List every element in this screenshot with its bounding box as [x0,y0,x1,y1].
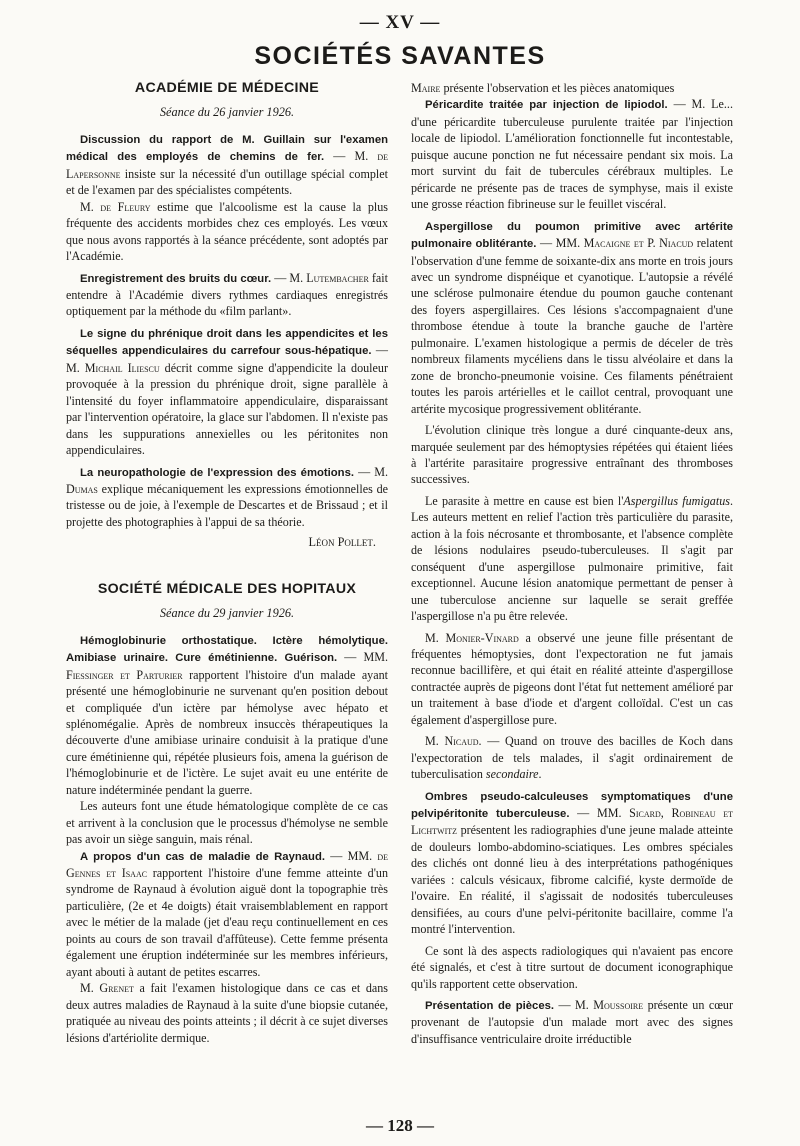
paragraph-text: a observé une jeune fille présentant de fréquentes hémoptysies, dont l'expectoration ne fut jamais reconnue bacillifère, et qui était en réalité atteinte d'aspergillose contractée auprès de pigeons dont l'état fut nettement amélioré par un traitement à base d'iode et d'argent colloïdal. C'est un cas également d'aspergillose pure. [411,630,733,727]
paragraph-heading: Discussion du rapport de M. Guillain sur l'examen médical des employés de chemins de fer. [66,133,388,164]
paragraph: Hémoglobinurie orthostatique. Ictère hémolytique. Amibiase urinaire. Cure émétinienne. Guérison. — MM. Fiessinger et Parturier rapportent l'histoire d'un malade ayant présenté une hémoglobinurie ne survenant qu'en position debout et compliquée d'un ictère par hémolyse avec hépato et splénomégalie. Après de nombreux insuccès thérapeutiques la découverte d'une amibiase urinaire conduisit à la pratique d'une cure émétinienne qui, répétée plusieurs fois, amena la guérison de l'hémoglobinurie et de l'ictère. Le sujet avait eu une entérite de nature indéterminée pendant la guerre. [66,634,389,797]
paragraph: Aspergillose du poumon primitive avec artérite pulmonaire oblitérante. — MM. Macaigne et P. Niacud relatent l'observation d'une femme de soixante-dix ans morte en trois jours avec un syndrome dispnéique et cyanotique. L'autopsie a révélé une sclérose pulmonaire étendue du poumon gauche contenant des foyers aspergillaires. Ces lésions s'accompagnaient d'une thrombose étendue à toute la branche gauche de l'artère pulmonaire. L'examen histologique a permis de déceler de très nombreux filaments mycéliens dans le tissu alvéolaire et dans la zone de broncho-pneumonie voisine. Ces filaments pénétraient toutes les parois artérielles et le caillot central, provoquant une artérite mycosique progressivement oblitérante. [411,220,734,416]
author-name: M. de Fleury [80,199,151,214]
paragraph-text: explique mécaniquement les expressions émotionnelles de tristesse ou de joie, à l'exemple de Descartes et de Brissaud ; et il projette des photographies à l'appui de sa théorie. [66,481,388,529]
paragraph [66,980,388,1046]
right-column [411,80,733,1047]
author-name: M. Michail Iliescu [66,360,160,375]
seance-date-academie: Séance du 26 janvier 1926. [159,105,295,120]
section-title-academie: ACADÉMIE DE MÉDECINE [134,80,320,96]
paragraph [411,422,733,488]
paragraph-text: . — Quand on trouve des bacilles de Koch dans l'expectoration de tels malades, il s'agit ordinairement de tuberculisation [411,734,733,782]
paragraph-text: Les auteurs font une étude hématologique complète de ce cas et arrivent à la conclusion que le processus d'hémolyse ne semble pas avoir un siège sanguin, mais rénal. [66,799,388,847]
section-title-hopitaux: SOCIÉTÉ MÉDICALE DES HOPITAUX [97,580,357,597]
paragraph-text: présente l'observation et les pièces anatomiques [440,81,675,95]
paragraph-text: rapportent l'histoire d'un malade ayant présenté une hémoglobinurie ne survenant qu'en position debout et compliquée d'un ictère par hémolyse avec hépato et splénomégalie. Après de nombreux insuccès thérapeutiques la découverte d'une amibiase urinaire conduisit à la pratique d'une cure émétinienne qui, répétée plusieurs fois, amena la guérison de l'hémoglobinurie et de l'ictère. Le sujet avait eu une entérite de nature indéterminée pendant la guerre. [66,667,389,797]
paragraph [66,798,388,847]
paragraph-text: décrit comme signe d'appendicite la douleur provoquée à la pression du phrénique droit, signe parallèle à l'intensité du foyer inflammatoire appendiculaire, disparaissant par l'intervention opératoire, la glace sur l'abdomen. Il n'existe pas dans les suppurations annexielles ou les péritonites non appendiculaires. [66,360,388,458]
paragraph [411,80,733,96]
page-title: SOCIÉTÉS SAVANTES [254,42,546,70]
author-name: M. Lutembacher [289,270,369,285]
paragraph-heading: Le signe du phrénique droit dans les appendicites et les séquelles appendiculaires du carrefour sous-hépatique. [66,327,388,358]
paragraph-heading: A propos d'un cas de maladie de Raynaud. [80,850,325,863]
author-name: MM. Sicard, Robineau et Lichtwitz [411,806,733,838]
left-column [66,80,388,1046]
paragraph-heading: Péricardite traitée par injection de lipiodol. [425,99,668,112]
paragraph: Enregistrement des bruits du cœur. — M. Lutembacher fait entendre à l'Académie divers rythmes cardiaques enregistrés optiquement par la méthode du «film parlant». [66,270,389,319]
paragraph [411,943,733,992]
paragraph [411,630,733,729]
paragraph: La neuropathologie de l'expression des émotions. — M. Dumas explique mécaniquement les expressions émotionnelles de tristesse ou de joie, à l'exemple de Descartes et de Brissaud ; et il projette des photographies à l'appui de sa théorie. [66,464,389,529]
paragraph-text: présentent les radiographies d'une jeune malade atteinte de douleurs lombo-abdomino-sciatiques. Les ombres spéciales des clichés ont donné lieu à des interprétations pathogéniques variées : calculs vésicaux, fibrome calcifié, kyste dermoïde de l'ovaire. En réalité, il s'agissait de nodosités tuberculeuses densifiées, au cours d'une pelvi-péritonite bacillaire, comme l'a montré l'intervention. [411,823,733,937]
paragraph [411,96,733,212]
paragraph-text: . Les auteurs mettent en relief l'action très particulière du parasite, action à la fois nécrosante et thrombosante, et l'absence complète de lésions nodulaires pseudo-tuberculeuses. Il s'agit par conséquent d'une aspergillose pulmonaire primitive, fait exceptionnel. Aucune lésion anatomique permettant de penser à une tuberculose ancienne sur laquelle se serait greffée l'aspergillose n'a pu être relevée. [411,493,733,624]
paragraph-heading: Enregistrement des bruits du cœur. [80,272,272,285]
paragraph: Ombres pseudo-calculeuses symptomatiques d'une pelvipéritonite tuberculeuse. — MM. Sicard, Robineau et Lichtwitz présentent les radiographies d'une jeune malade atteinte de douleurs lombo-abdomino-sciatiques. Les ombres spéciales des clichés ont donné lieu à des interprétations pathogéniques variées : calculs vésicaux, fibrome calcifié, kyste dermoïde de l'ovaire. En réalité, il s'agissait de nodosités tuberculeuses densifiées, au cours d'une pelvi-péritonite bacillaire, comme l'a montré l'intervention. [411,790,733,937]
paragraph-heading: Hémoglobinurie orthostatique. Ictère hémolytique. Amibiase urinaire. Cure émétinienne. Guérison. [66,634,388,665]
paragraph-text: a fait l'examen histologique dans ce cas et dans deux autres maladies de Raynaud à la suite d'une biopsie cutanée, pratiquée au niveau des points atteints ; il décrit à ce sujet diverses lésions d'artériolite dermique. [66,981,388,1045]
section-spacer [66,551,388,581]
paragraph-text: Ce sont là des aspects radiologiques qui n'avaient pas encore été signalés, et c'est à titre surtout de document iconographique qu'ils rapportent cette observation. [411,943,733,991]
author-name: M. Monier-Vinard [425,630,519,645]
paragraph [411,493,733,625]
paragraph: A propos d'un cas de maladie de Raynaud. — MM. de Gennes et Isaac rapportent l'histoire d'une femme atteinte d'un syndrome de Raynaud à évolution aiguë dont la topographie très particulière, (2e et 4e doigts) était vraisemblablement en rapport avec le métier de la malade (jet d'eau reçu continuellement en ces points au cours de son travail d'affûteuse). Cette femme présenta également une éruption indéterminée sur les membres inférieurs, ayant abouti à autant de petites escarres. [66,848,389,979]
paragraph-text: fait entendre à l'Académie divers rythmes cardiaques enregistrés optiquement par la méthode du «film parlant». [66,270,389,319]
paragraph-heading: Ombres pseudo-calculeuses symptomatiques d'une pelvipéritonite tuberculeuse. [411,790,733,821]
author-name: M. Grenet [80,981,134,996]
paragraph-text: Le parasite à mettre en cause est bien l' [425,493,624,508]
paragraph-text: insiste sur la nécessité d'un outillage spécial complet et de l'examen par des spécialistes compétents. [66,166,388,198]
italic-term: Aspergillus fumigatus [623,493,730,508]
author-name: M. Moussoire [575,998,644,1013]
paragraph-text: . [538,767,542,782]
author-name: MM. Fiessinger et Parturier [66,650,389,682]
paragraph [411,733,733,782]
paragraph [66,199,388,265]
paragraph-text: rapportent l'histoire d'une femme atteinte d'un syndrome de Raynaud à évolution aiguë dont la topographie très particulière, (2e et 4e doigts) était vraisemblablement en rapport avec le métier de la malade (jet d'eau reçu continuellement en ces points au cours de son travail d'affûteuse). Cette femme présenta également une éruption indéterminée sur les membres inférieurs, ayant abouti à autant de petites escarres. [66,866,389,979]
paragraph-heading: Présentation de pièces. [425,1000,555,1013]
paragraph-heading: Aspergillose du poumon primitive avec artérite pulmonaire oblitérante. [411,220,733,251]
page-number: — 128 — [366,1116,434,1135]
author-name: MM. Macaigne et P. Niacud [555,236,694,251]
author-name: M. de Lapersonne [66,149,389,181]
paragraph: Présentation de pièces. — M. Moussoire présente un cœur provenant de l'autopsie d'un malade mort avec des signes d'insuffisance ventriculaire droite irréductible [411,998,734,1046]
paragraph-text: L'évolution clinique très longue a duré cinquante-deux ans, marquée seulement par des hémoptysies répétées qui étaient liées à l'artérite parasitaire progressive entraînant des thromboses successives. [411,423,733,487]
paragraph-text: relatent l'observation d'une femme de soixante-dix ans morte en trois jours avec un syndrome dispnéique et cyanotique. L'autopsie a révélé une sclérose pulmonaire étendue du poumon gauche contenant des foyers aspergillaires. Ces lésions s'accompagnaient d'une thrombose étendue à toute la branche gauche de l'artère pulmonaire. L'examen histologique a permis de déceler de très nombreux filaments mycéliens dans le tissu alvéolaire et dans la zone de broncho-pneumonie voisine. Ces filaments pénétraient toutes les parois artérielles et le caillot central, provoquant une artérite mycosique progressivement oblitérante. [411,236,734,416]
paragraph-heading: La neuropathologie de l'expression des émotions. [80,466,355,479]
paragraph-text: — M. Le... d'une péricardite tuberculeuse purulente traitée par l'injection locale de lipiodol. L'amélioration fonctionnelle fut incontestable, puisque aucune ponction ne fut nécessaire pendant six mois. La mort survint du fait de tubercules cérébraux multiples. Le péricarde ne présente pas de traces de symphyse, mais il existe une grosse réaction fibrineuse sur le feuillet viscéral. [411,97,733,212]
page-roman-numeral: — XV — [359,12,441,33]
seance-date-hopitaux: Séance du 29 janvier 1926. [159,606,295,621]
italic-term: secondaire [485,767,539,782]
paragraph-text: estime que l'alcoolisme est la cause la plus fréquente des accidents morbides chez ces employés. Les vœux que nous avons rapportés à la séance précédente, sont adoptés par l'Académie. [66,199,389,264]
paragraph: Le signe du phrénique droit dans les appendicites et les séquelles appendiculaires du carrefour sous-hépatique. — M. Michail Iliescu décrit comme signe d'appendicite la douleur provoquée à la pression du phrénique droit, signe parallèle à l'intensité du foyer inflammatoire appendiculaire, disparaissant par l'intervention opératoire, la glace sur l'abdomen. Il n'existe pas dans les suppurations annexielles ou les péritonites non appendiculaires. [66,327,388,458]
author-name: MM. de Gennes et Isaac [66,848,389,881]
author-name: Maire [411,81,441,95]
paragraph: Discussion du rapport de M. Guillain sur l'examen médical des employés de chemins de fer. — M. de Lapersonne insiste sur la nécessité d'un outillage spécial complet et de l'examen par des spécialistes compétents. [66,133,389,198]
paragraph-text: présente un cœur provenant de l'autopsie d'un malade mort avec des signes d'insuffisance ventriculaire droite irréductible [411,998,734,1046]
signature: Léon Pollet. [308,535,376,550]
author-name: M. Nicaud [425,734,479,749]
author-name: M. Dumas [66,464,389,496]
